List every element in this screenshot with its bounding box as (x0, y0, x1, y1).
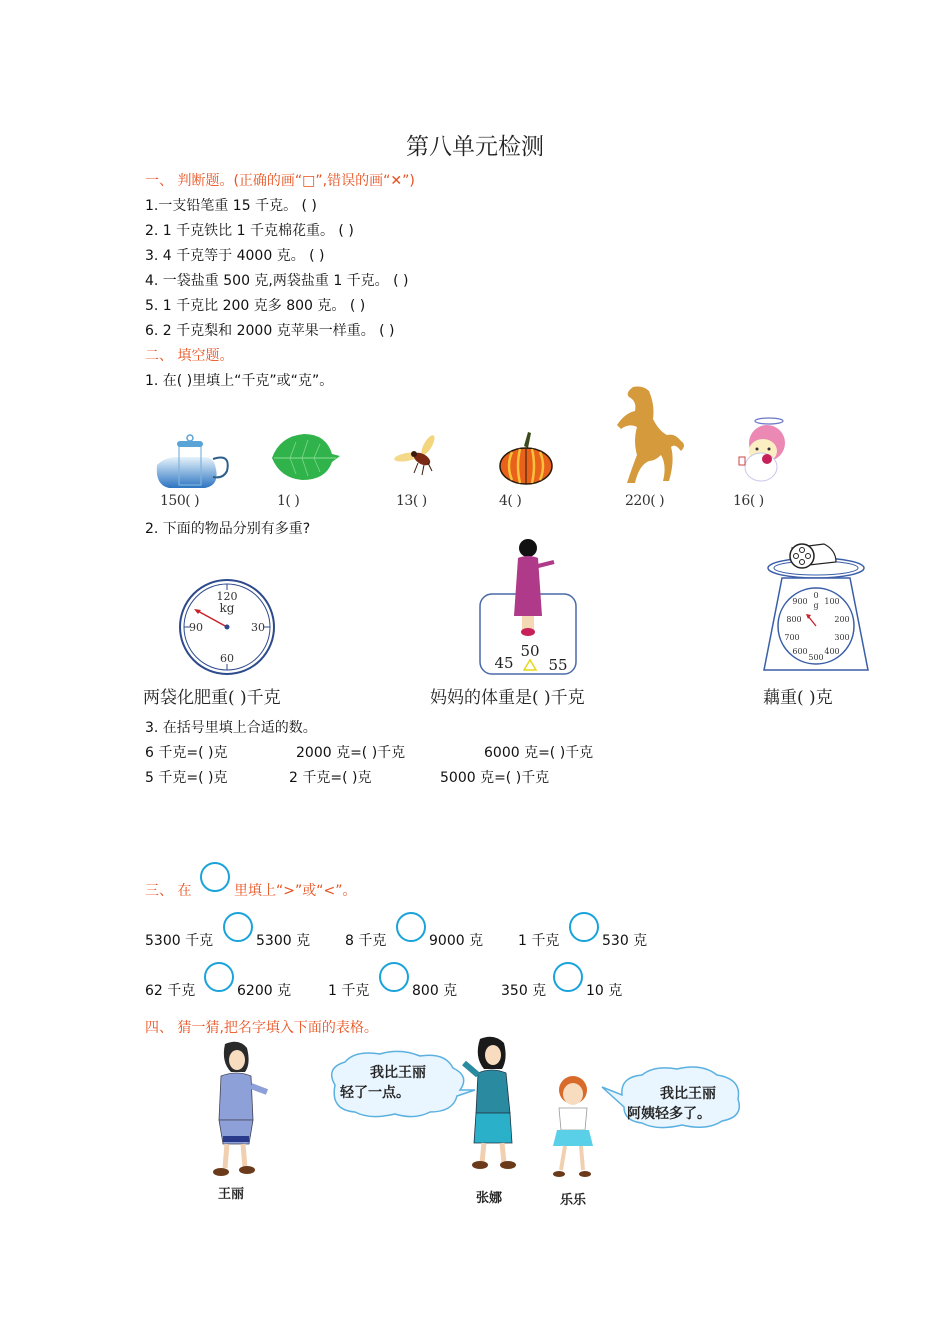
conversion-item: 6000 克=( )千克 (484, 745, 594, 761)
svg-text:600: 600 (792, 647, 808, 656)
mom-weight-question: 妈妈的体重是( )千克 (430, 688, 585, 708)
judgement-item: 5. 1 千克比 200 克多 800 克。 ( ) (145, 298, 366, 314)
compare-circle[interactable] (204, 962, 234, 992)
svg-text:400: 400 (824, 647, 840, 656)
compare-right: 530 克 (602, 933, 648, 949)
svg-text:g: g (813, 601, 819, 610)
section-heading-compare-pre: 三、 在 (145, 883, 192, 899)
bubble1-line2: 轻了一点。 (340, 1085, 410, 1101)
compare-left: 1 千克 (518, 933, 560, 949)
judgement-item: 4. 一袋盐重 500 克,两袋盐重 1 千克。 ( ) (145, 273, 409, 289)
compare-right: 5300 克 (256, 933, 311, 949)
svg-text:120: 120 (216, 590, 238, 603)
weight-label-horse: 220( ) (625, 493, 665, 509)
bubble1-line1: 我比王丽 (370, 1065, 426, 1081)
bathroom-scale-icon (478, 536, 578, 676)
svg-text:300: 300 (834, 633, 850, 642)
svg-text:60: 60 (220, 652, 234, 665)
compare-left: 5300 千克 (145, 933, 214, 949)
compare-circle[interactable] (379, 962, 409, 992)
conversion-item: 6 千克=( )克 (145, 745, 228, 761)
section-heading-fill: 二、 填空题。 (145, 348, 234, 364)
compare-circle[interactable] (553, 962, 583, 992)
section-heading-compare-post: 里填上“>”或“<”。 (234, 883, 357, 899)
name-zhang-na: 张娜 (476, 1191, 503, 1206)
horse-icon (615, 385, 690, 485)
compare-circle-example (200, 862, 230, 892)
teapot-icon (155, 435, 235, 490)
name-lele: 乐乐 (560, 1193, 587, 1208)
weight-label-leaf: 1( ) (277, 493, 300, 509)
pumpkin-icon (498, 430, 553, 485)
svg-text:30: 30 (251, 621, 265, 634)
zhang-na-figure-icon (460, 1035, 530, 1173)
compare-left: 350 克 (501, 983, 547, 999)
kg-dial-icon (178, 578, 276, 676)
svg-text:700: 700 (784, 633, 800, 642)
fill-q2-prompt: 2. 下面的物品分别有多重? (145, 521, 311, 537)
fertilizer-weight-question: 两袋化肥重( )千克 (143, 688, 281, 708)
conversion-item: 2000 克=( )千克 (296, 745, 406, 761)
compare-right: 9000 克 (429, 933, 484, 949)
section-heading-judgement: 一、 判断题。(正确的画“□”,错误的画“✕”) (145, 173, 415, 189)
page-title: 第八单元检测 (406, 134, 544, 160)
conversion-item: 5 千克=( )克 (145, 770, 228, 786)
compare-right: 800 克 (412, 983, 458, 999)
fill-q3-prompt: 3. 在括号里填上合适的数。 (145, 720, 317, 736)
judgement-item: 6. 2 千克梨和 2000 克苹果一样重。 ( ) (145, 323, 395, 339)
svg-text:900: 900 (792, 597, 808, 606)
compare-circle[interactable] (223, 912, 253, 942)
fill-q1-prompt: 1. 在( )里填上“千克”或“克”。 (145, 373, 334, 389)
svg-text:kg: kg (219, 601, 235, 615)
svg-text:55: 55 (548, 656, 568, 674)
conversion-item: 5000 克=( )千克 (440, 770, 550, 786)
compare-circle[interactable] (396, 912, 426, 942)
bee-icon (392, 437, 442, 477)
compare-circle[interactable] (569, 912, 599, 942)
compare-left: 8 千克 (345, 933, 387, 949)
bubble2-line1: 我比王丽 (660, 1086, 716, 1102)
svg-text:200: 200 (834, 615, 850, 624)
kitchen-scale-icon (762, 540, 870, 672)
wang-li-figure-icon (205, 1040, 275, 1178)
compare-right: 10 克 (586, 983, 623, 999)
name-wang-li: 王丽 (218, 1187, 245, 1202)
weight-label-bee: 13( ) (396, 493, 427, 509)
weight-label-teapot: 150( ) (160, 493, 200, 509)
section-heading-guess: 四、 猜一猜,把名字填入下面的表格。 (145, 1020, 378, 1036)
lele-figure-icon (543, 1070, 603, 1185)
svg-text:800: 800 (786, 615, 802, 624)
svg-text:50: 50 (520, 642, 540, 660)
judgement-item: 1.一支铅笔重 15 千克。 ( ) (145, 198, 317, 214)
compare-right: 6200 克 (237, 983, 292, 999)
lotus-root-weight-question: 藕重( )克 (763, 688, 833, 708)
weight-label-baby: 16( ) (733, 493, 764, 509)
svg-text:45: 45 (494, 654, 514, 672)
weight-label-pumpkin: 4( ) (499, 493, 522, 509)
judgement-item: 3. 4 千克等于 4000 克。 ( ) (145, 248, 325, 264)
svg-text:90: 90 (189, 621, 203, 634)
svg-text:500: 500 (808, 653, 824, 662)
bubble2-line2: 阿姨轻多了。 (627, 1106, 711, 1122)
judgement-item: 2. 1 千克铁比 1 千克棉花重。 ( ) (145, 223, 354, 239)
baby-angel-icon (735, 415, 795, 487)
svg-text:100: 100 (824, 597, 840, 606)
svg-text:0: 0 (813, 591, 819, 600)
conversion-item: 2 千克=( )克 (289, 770, 372, 786)
compare-left: 1 千克 (328, 983, 370, 999)
leaf-icon (270, 432, 342, 482)
compare-left: 62 千克 (145, 983, 196, 999)
